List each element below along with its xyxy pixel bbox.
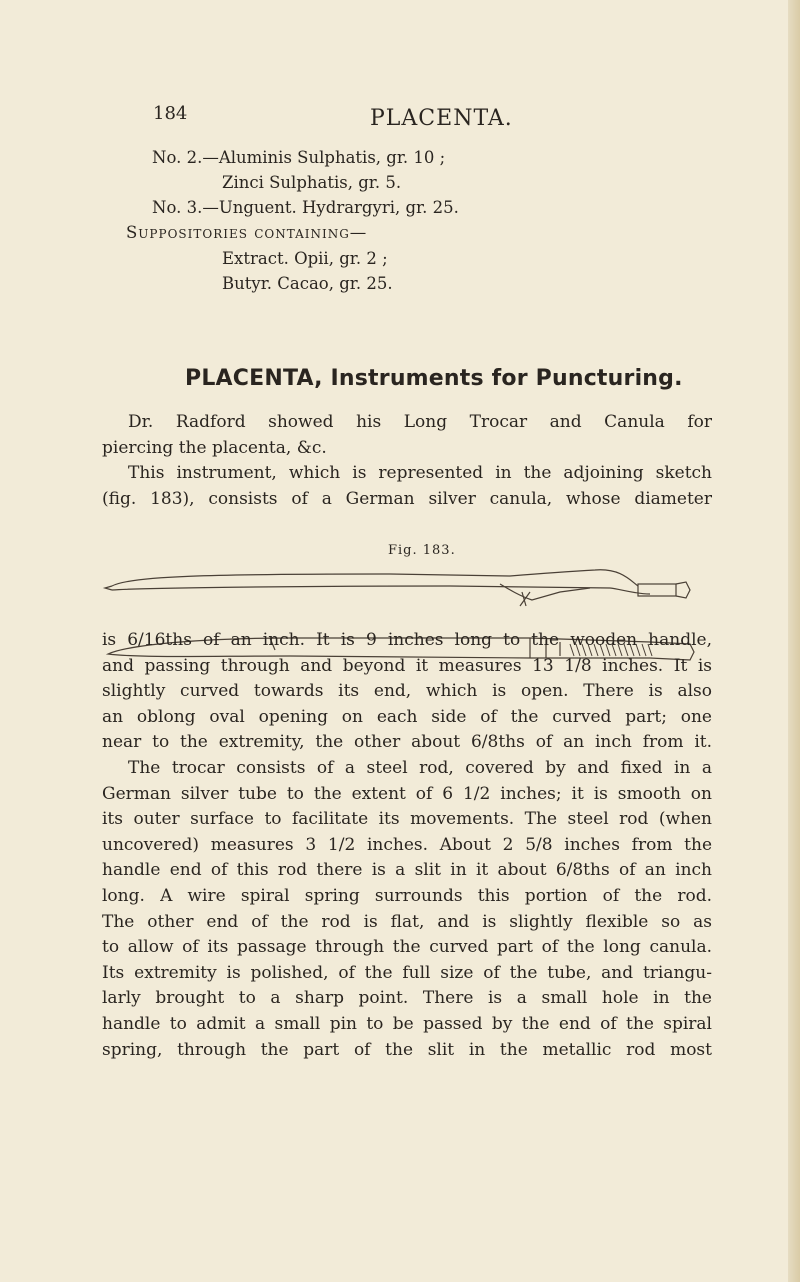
page-number: 184: [153, 103, 188, 124]
description-paragraph: [102, 628, 712, 1063]
figure-caption: Fig. 183.: [388, 543, 456, 558]
prescription-line: Butyr. Cacao, gr. 25.: [222, 274, 393, 293]
text-line: larly brought to a sharp point. There is a small hole in the: [102, 988, 712, 1009]
text-line: German silver tube to the extent of 6 1/2 inches; it is smooth on: [102, 783, 712, 804]
prescription-line: No. 2.—Aluminis Sulphatis, gr. 10 ;: [152, 148, 446, 167]
page-edge: [788, 0, 800, 1282]
text-line: (fig. 183), consists of a German silver canula, whose diameter: [102, 488, 712, 509]
prescription-line: Zinci Sulphatis, gr. 5.: [222, 173, 402, 192]
text-line: The other end of the rod is flat, and is slightly flexible so as: [102, 911, 712, 932]
section-heading: PLACENTA, Instruments for Puncturing.: [185, 366, 683, 391]
text-line: spring, through the part of the slit in the metallic rod most: [102, 1039, 712, 1060]
text-line: is 6/16ths of an inch. It is 9 inches long to the wooden handle,: [102, 630, 712, 650]
prescription-line: Extract. Opii, gr. 2 ;: [222, 249, 388, 268]
text-line: uncovered) measures 3 1/2 inches. About 2 5/8 inches from the: [102, 834, 712, 855]
text-line: near to the extremity, the other about 6/8ths of an inch from it.: [102, 732, 712, 753]
text-line: slightly curved towards its end, which is open. There is also: [102, 681, 712, 702]
text-line: The trocar consists of a steel rod, covered by and fixed in a: [128, 757, 712, 778]
prescription-line: No. 3.—Unguent. Hydrargyri, gr. 25.: [152, 198, 459, 217]
intro-paragraph: [102, 410, 712, 512]
text-line: Dr. Radford showed his Long Trocar and Canula for: [128, 412, 712, 432]
text-line: This instrument, which is represented in the adjoining sketch: [128, 463, 712, 484]
text-line: handle to admit a small pin to be passed by the end of the spiral: [102, 1013, 712, 1034]
running-title: PLACENTA.: [370, 106, 513, 131]
text-line: and passing through and beyond it measures 13 1/8 inches. It is: [102, 655, 712, 676]
text-line: an oblong oval opening on each side of the curved part; one: [102, 706, 712, 727]
text-line: to allow of its passage through the curved part of the long canula.: [102, 937, 712, 958]
text-line: long. A wire spiral spring surrounds this portion of the rod.: [102, 885, 712, 906]
text-line: Its extremity is polished, of the full size of the tube, and triangu-: [102, 962, 712, 983]
text-line: handle end of this rod there is a slit in it about 6/8ths of an inch: [102, 860, 712, 881]
suppositories-heading: Suppositories containing—: [126, 223, 368, 242]
text-line: piercing the placenta, &c.: [102, 437, 327, 458]
text-line: its outer surface to facilitate its movements. The steel rod (when: [102, 809, 712, 830]
